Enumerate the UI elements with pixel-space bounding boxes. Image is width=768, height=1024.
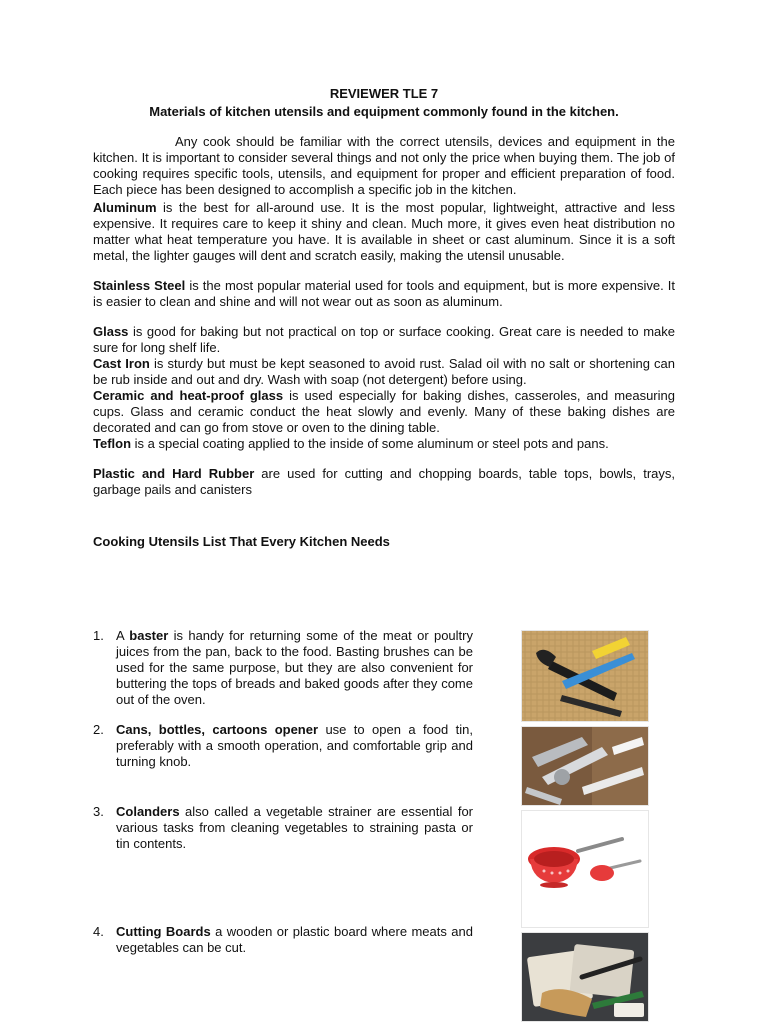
material-description: is used especially for baking dishes, casseroles, and measuring cups. Glass and ceramic conduct the heat slowly and evenly. Many of these baking dishes are decorated and can go from stove or oven to the dining table. <box>93 388 675 435</box>
item-prefix: A <box>116 628 130 643</box>
can-openers-photo <box>521 726 649 806</box>
item-term: Cutting Boards <box>116 924 211 939</box>
material-cast-iron <box>93 356 675 388</box>
list-item <box>93 804 473 924</box>
material-description: is sturdy but must be kept seasoned to avoid rust. Salad oil with no salt or shortening can be rub inside and out and dry. Wash with soap (not detergent) before using. <box>93 356 676 387</box>
list-item <box>93 924 473 964</box>
utensils-list <box>93 628 473 964</box>
material-aluminum <box>93 200 675 264</box>
material-plastic-rubber <box>93 466 675 498</box>
material-term: Cast Iron <box>93 356 150 371</box>
material-description: is a special coating applied to the inside of some aluminum or steel pots and pans. <box>131 436 609 451</box>
document-subtitle: Materials of kitchen utensils and equipment commonly found in the kitchen. <box>149 104 619 119</box>
material-term: Stainless Steel <box>93 278 186 293</box>
item-description: also called a vegetable strainer are essential for various tasks from cleaning vegetables to straining pasta or tin contents. <box>116 804 473 851</box>
list-item <box>93 722 473 804</box>
item-number: 2. <box>93 722 104 737</box>
item-description: use to open a food tin, preferably with a smooth operation, and comfortable grip and turning knob. <box>116 722 473 769</box>
item-text <box>116 628 473 722</box>
material-term: Plastic and Hard Rubber <box>93 466 255 481</box>
item-text <box>116 924 473 964</box>
item-number: 4. <box>93 924 104 939</box>
material-term: Ceramic and heat-proof glass <box>93 388 284 403</box>
intro-paragraph: Any cook should be familiar with the correct utensils, devices and equipment in the kitchen. It is important to consider several things and not only the price when buying them. The job of cooking requires specific tools, utensils, and equipment for proper and efficient preparation of food. Each piece has been designed to accomplish a specific job in the kitchen. <box>93 134 675 197</box>
basting-brushes-photo <box>521 630 649 722</box>
material-term: Aluminum <box>93 200 157 215</box>
material-ceramic <box>93 388 675 436</box>
material-description: is good for baking but not practical on top or surface cooking. Great care is needed to make sure for long shelf life. <box>93 324 675 355</box>
item-term: Cans, bottles, cartoons opener <box>116 722 319 737</box>
document-title: REVIEWER TLE 7 <box>329 86 439 101</box>
material-description: is the best for all-around use. It is the most popular, lightweight, attractive and less expensive. It requires care to keep it shiny and clean. Much more, it gives even heat distribution no matter what heat temperature you have. It is available in sheet or cast aluminum. Since it is a soft metal, the lighter gauges will dent and scratch easily, making the utensil unusable. <box>93 200 675 263</box>
item-text <box>116 804 473 924</box>
material-stainless-steel <box>93 278 675 310</box>
material-description: is the most popular material used for tools and equipment, but is more expensive. It is easier to clean and shine and will not wear out as soon as aluminum. <box>93 278 675 309</box>
cutting-boards-photo <box>521 932 649 1022</box>
utensils-list-heading: Cooking Utensils List That Every Kitchen Needs <box>93 534 390 549</box>
material-glass <box>93 324 675 356</box>
document-page <box>93 86 675 584</box>
colanders-photo <box>521 810 649 928</box>
material-term: Glass <box>93 324 129 339</box>
list-item <box>93 628 473 722</box>
item-number: 3. <box>93 804 104 819</box>
material-teflon <box>93 436 675 452</box>
item-description: is handy for returning some of the meat or poultry juices from the pan, back to the food. Basting brushes can be used for the same purpose, but they are also convenient for buttering the tops of breads and baked goods after they come out of the oven. <box>116 628 473 707</box>
item-term: Colanders <box>116 804 180 819</box>
item-text <box>116 722 473 804</box>
item-number: 1. <box>93 628 104 643</box>
material-description: are used for cutting and chopping boards, table tops, bowls, trays, garbage pails and canisters <box>93 466 675 497</box>
item-term: baster <box>129 628 169 643</box>
material-term: Teflon <box>93 436 132 451</box>
item-description: a wooden or plastic board where meats and vegetables can be cut. <box>116 924 473 955</box>
